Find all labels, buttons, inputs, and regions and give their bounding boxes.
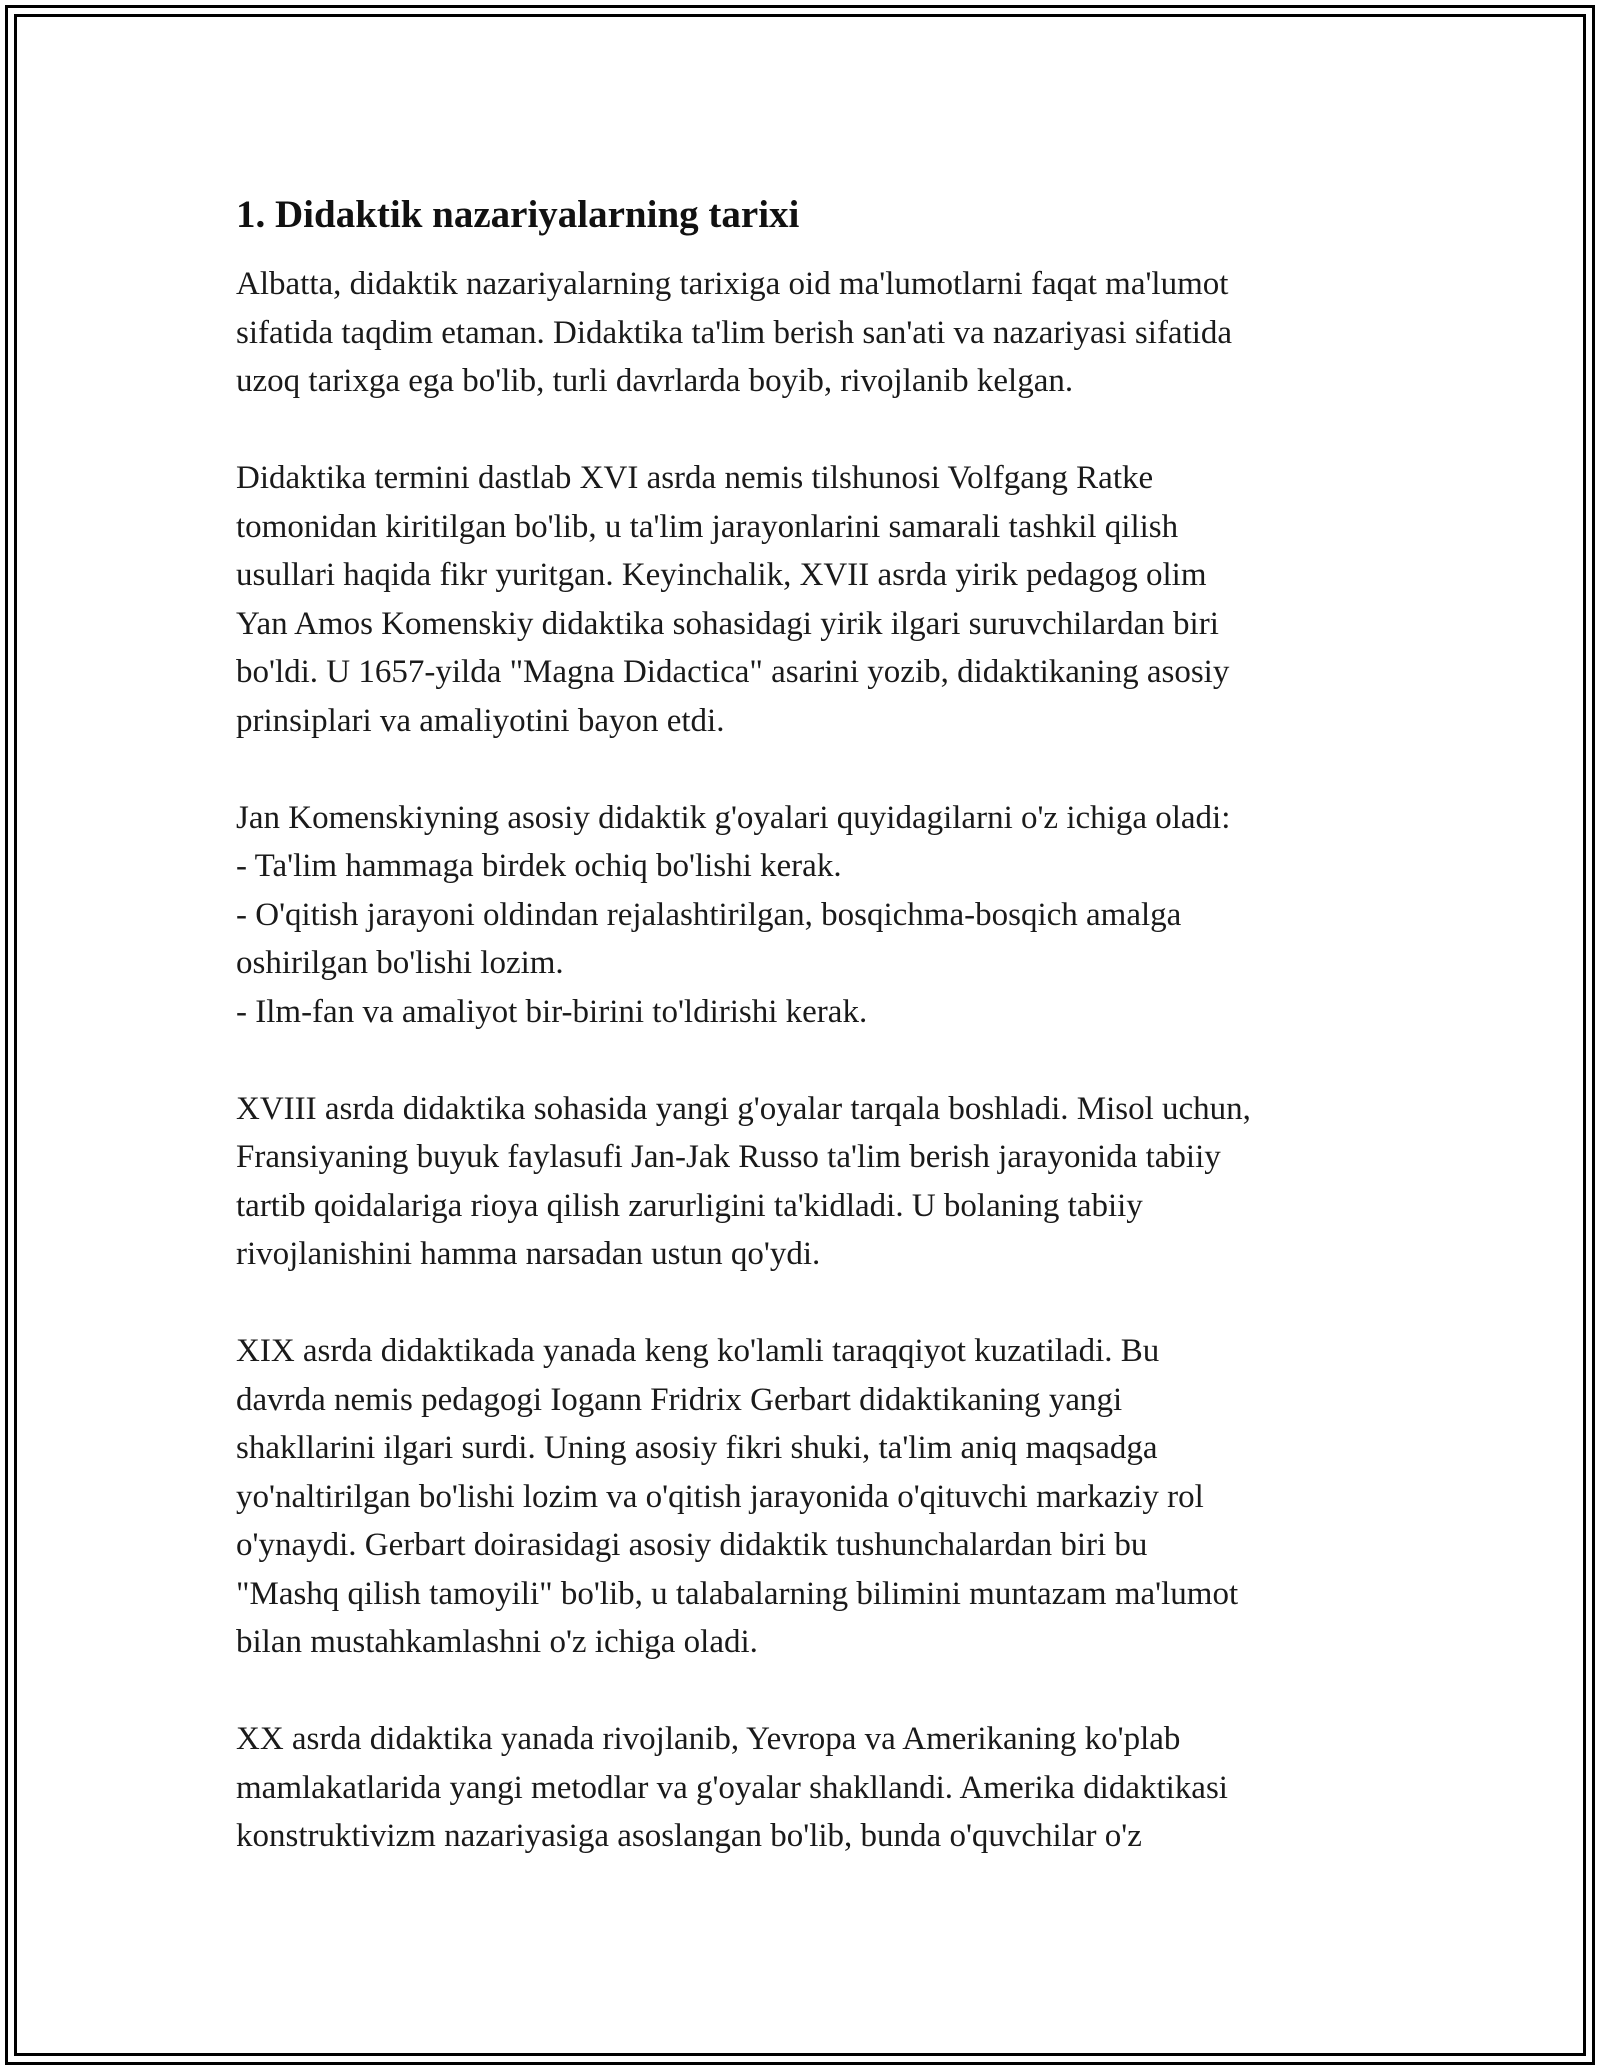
text-line: rivojlanishini hamma narsadan ustun qo'ydi. bbox=[236, 1236, 821, 1272]
paragraph-xviii-century bbox=[236, 1085, 1386, 1279]
text-line: bo'ldi. U 1657-yilda "Magna Didactica" asarini yozib, didaktikaning asosiy bbox=[236, 654, 1230, 690]
text-line: tartib qoidalariga rioya qilish zarurligini ta'kidladi. U bolaning tabiiy bbox=[236, 1187, 1143, 1224]
text-line: XIX asrda didaktikada yanada keng ko'lamli taraqqiyot kuzatiladi. Bu bbox=[236, 1333, 1160, 1369]
text-line: sifatida taqdim etaman. Didaktika ta'lim berish san'ati va nazariyasi sifatida bbox=[236, 314, 1233, 351]
text-line: bilan mustahkamlashni o'z ichiga oladi. bbox=[236, 1624, 758, 1660]
text-line: Albatta, didaktik nazariyalarning tarixiga oid ma'lumotlarni faqat ma'lumot bbox=[236, 266, 1229, 302]
section-title: 1. Didaktik nazariyalarning tarixi bbox=[236, 193, 800, 236]
text-line: davrda nemis pedagogi Iogann Fridrix Gerbart didaktikaning yangi bbox=[236, 1381, 1123, 1418]
text-line: mamlakatlarida yangi metodlar va g'oyalar shakllandi. Amerika didaktikasi bbox=[236, 1769, 1228, 1806]
text-line: Didaktika termini dastlab XVI asrda nemis tilshunosi Volfgang Ratke bbox=[236, 460, 1154, 496]
list-item: - Ilm-fan va amaliyot bir-birini to'ldirishi kerak. bbox=[236, 993, 868, 1030]
paragraph-xix-century bbox=[236, 1327, 1386, 1667]
text-line: prinsiplari va amaliyotini bayon etdi. bbox=[236, 702, 725, 739]
text-line: XVIII asrda didaktika sohasida yangi g'oyalar tarqala boshladi. Misol uchun, bbox=[236, 1090, 1251, 1127]
list-item: - Ta'lim hammaga birdek ochiq bo'lishi kerak. bbox=[236, 848, 842, 884]
paragraph-xx-century bbox=[236, 1715, 1386, 1861]
list-item-continuation: oshirilgan bo'lishi lozim. bbox=[236, 945, 564, 981]
document-body bbox=[236, 186, 1386, 1909]
text-line: shakllarini ilgari surdi. Uning asosiy fikri shuki, ta'lim aniq maqsadga bbox=[236, 1430, 1158, 1466]
text-line: "Mashq qilish tamoyili" bo'lib, u talabalarning bilimini muntazam ma'lumot bbox=[236, 1575, 1239, 1612]
text-line: Jan Komenskiyning asosiy didaktik g'oyalari quyidagilarni o'z ichiga oladi: bbox=[236, 799, 1231, 836]
text-line: uzoq tarixga ega bo'lib, turli davrlarda boyib, rivojlanib kelgan. bbox=[236, 363, 1074, 399]
list-item: - O'qitish jarayoni oldindan rejalashtirilgan, bosqichma-bosqich amalga bbox=[236, 896, 1182, 933]
text-line: tomonidan kiritilgan bo'lib, u ta'lim jarayonlarini samarali tashkil qilish bbox=[236, 508, 1179, 545]
text-line: usullari haqida fikr yuritgan. Keyinchalik, XVII asrda yirik pedagog olim bbox=[236, 557, 1207, 593]
paragraph-komenskiy-ideas bbox=[236, 794, 1386, 1037]
text-line: Yan Amos Komenskiy didaktika sohasidagi yirik ilgari suruvchilardan biri bbox=[236, 605, 1219, 642]
text-line: XX asrda didaktika yanada rivojlanib, Yevropa va Amerikaning ko'plab bbox=[236, 1721, 1181, 1757]
text-line: yo'naltirilgan bo'lishi lozim va o'qitish jarayonida o'qituvchi markaziy rol bbox=[236, 1478, 1204, 1515]
text-line: Fransiyaning buyuk faylasufi Jan-Jak Russo ta'lim berish jarayonida tabiiy bbox=[236, 1139, 1221, 1175]
text-line: konstruktivizm nazariyasiga asoslangan bo'lib, bunda o'quvchilar o'z bbox=[236, 1818, 1142, 1854]
paragraph-ratke-komenskiy bbox=[236, 454, 1386, 745]
paragraph-intro bbox=[236, 260, 1386, 406]
text-line: o'ynaydi. Gerbart doirasidagi asosiy didaktik tushunchalardan biri bu bbox=[236, 1527, 1148, 1563]
